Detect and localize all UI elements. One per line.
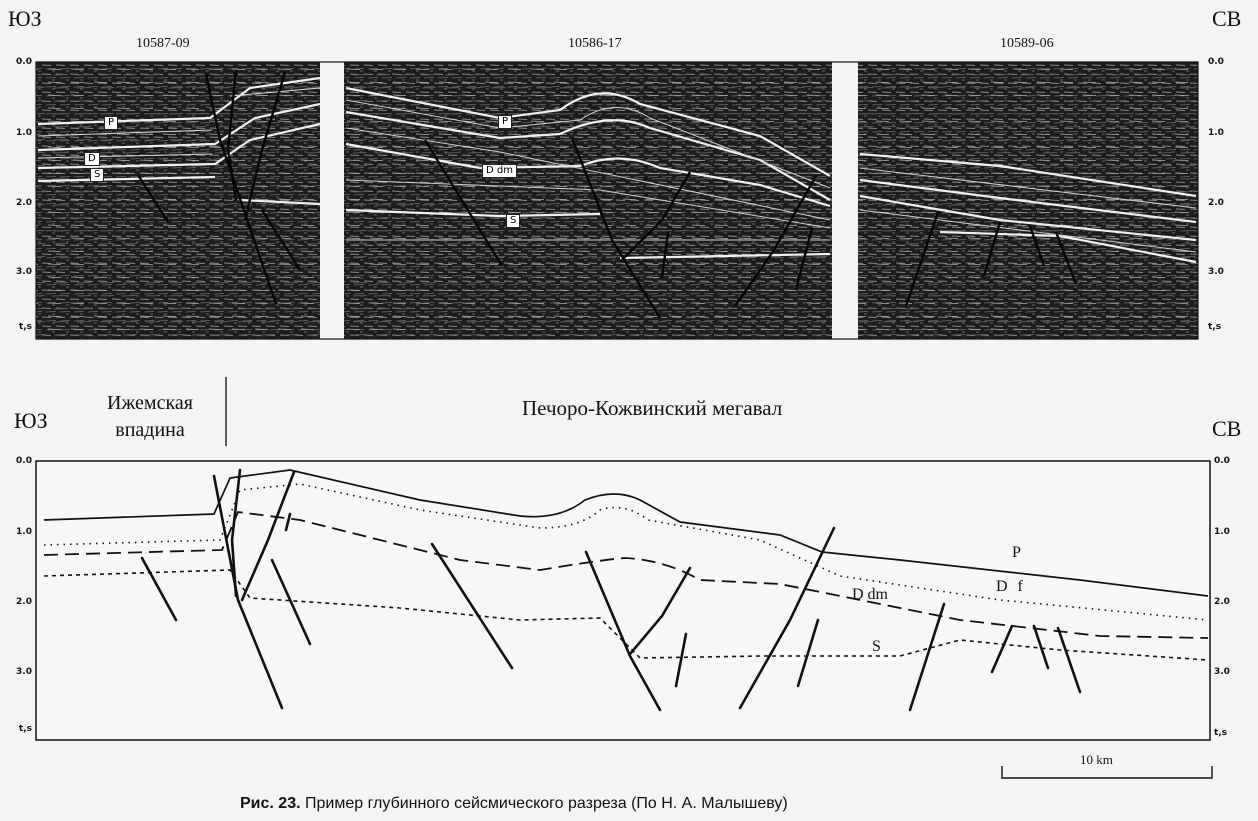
- bottom-left-tick-3: 3.0: [16, 667, 32, 677]
- top-left-tick-3: 3.0: [16, 267, 32, 277]
- bottom-right-tick-2: 2.0: [1214, 597, 1230, 607]
- top-left-tick-2: 2.0: [16, 198, 32, 208]
- bottom-left-tick-1: 1.0: [16, 527, 32, 537]
- interp-label-d-dm: D dm: [852, 586, 888, 603]
- seismic-label-s-2: S: [506, 214, 520, 228]
- seismic-label-p-1: P: [104, 116, 118, 130]
- caption-prefix: Рис. 23.: [240, 795, 301, 812]
- bottom-left-tick-2: 2.0: [16, 597, 32, 607]
- interp-label-s: S: [872, 638, 881, 655]
- top-right-tick-0: 0.0: [1208, 57, 1224, 67]
- region-izhemskaya: Ижемская впадина: [107, 392, 193, 441]
- seismic-gap-2: [832, 62, 858, 339]
- seismic-label-d-1: D: [84, 152, 100, 166]
- bottom-right-tick-1: 1.0: [1214, 527, 1230, 537]
- sw-direction-label: ЮЗ: [8, 6, 42, 31]
- top-right-tick-2: 2.0: [1208, 198, 1224, 208]
- seismic-label-s-1: S: [90, 168, 104, 182]
- seismic-section: [36, 62, 1198, 339]
- bottom-right-tick-3: 3.0: [1214, 667, 1230, 677]
- ne-direction-label-bottom: СВ: [1212, 416, 1242, 441]
- bottom-left-tick-0: 0.0: [16, 456, 32, 466]
- top-right-tick-3: 3.0: [1208, 267, 1224, 277]
- region-pechoro-kozhvinsky: Печоро-Кожвинский мегавал: [522, 396, 783, 420]
- ne-direction-label: СВ: [1212, 6, 1242, 31]
- figure-caption: [240, 795, 788, 813]
- bottom-right-unit: t,s: [1214, 728, 1228, 738]
- interp-label-df: D f: [996, 578, 1026, 595]
- seismic-line-id-1: 10587-09: [136, 36, 190, 51]
- top-left-tick-0: 0.0: [16, 57, 32, 67]
- seismic-gap-1: [320, 62, 344, 339]
- seismic-line-id-3: 10589-06: [1000, 36, 1054, 51]
- top-right-tick-1: 1.0: [1208, 128, 1224, 138]
- bottom-right-tick-0: 0.0: [1214, 456, 1230, 466]
- seismic-label-p-2: P: [498, 115, 512, 129]
- top-left-tick-1: 1.0: [16, 128, 32, 138]
- bottom-left-unit: t,s: [18, 724, 32, 734]
- sw-direction-label-bottom: ЮЗ: [14, 408, 48, 433]
- interp-label-p: P: [1012, 544, 1021, 561]
- interpretation-frame: [36, 461, 1210, 740]
- caption-text: Пример глубинного сейсмического разреза (По Н. А. Малышеву): [300, 795, 788, 812]
- top-left-unit: t,s: [18, 322, 32, 332]
- seismic-line-id-2: 10586-17: [568, 36, 622, 51]
- seismic-label-d-dm: D dm: [482, 164, 517, 178]
- top-right-unit: t,s: [1208, 322, 1222, 332]
- scale-label: 10 km: [1080, 752, 1113, 767]
